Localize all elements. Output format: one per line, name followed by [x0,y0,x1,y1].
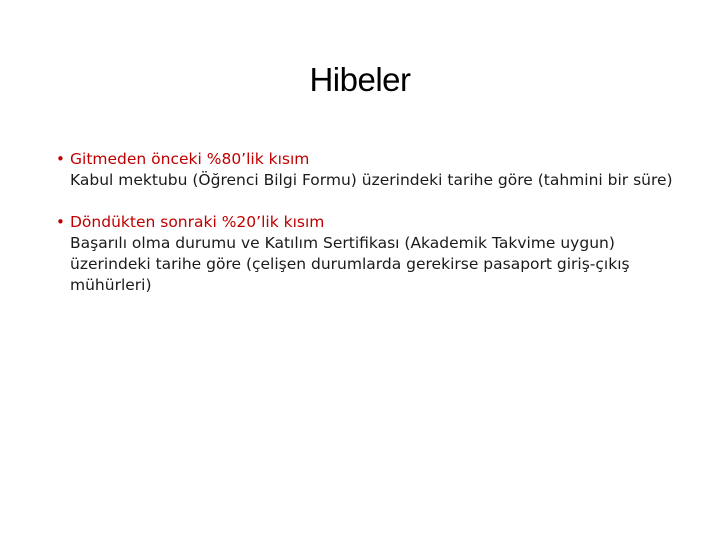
bullet-body: Başarılı olma durumu ve Katılım Sertifikası (Akademik Takvime uygun) üzerindeki tarihe göre (çelişen durumlarda gerekirse pasaport giriş-çıkış mühürleri) [70,234,630,294]
bullet-icon: • [56,150,65,168]
bullet-list [56,148,676,316]
bullet-heading: Döndükten sonraki %20’lik kısım [70,213,325,231]
bullet-icon: • [56,213,65,231]
bullet-item-advance [56,148,676,191]
slide-title: Hibeler [309,61,411,98]
bullet-heading: Gitmeden önceki %80’lik kısım [70,150,310,168]
bullet-body: Kabul mektubu (Öğrenci Bilgi Formu) üzerindeki tarihe göre (tahmini bir süre) [70,171,673,189]
bullet-item-final [56,211,676,296]
